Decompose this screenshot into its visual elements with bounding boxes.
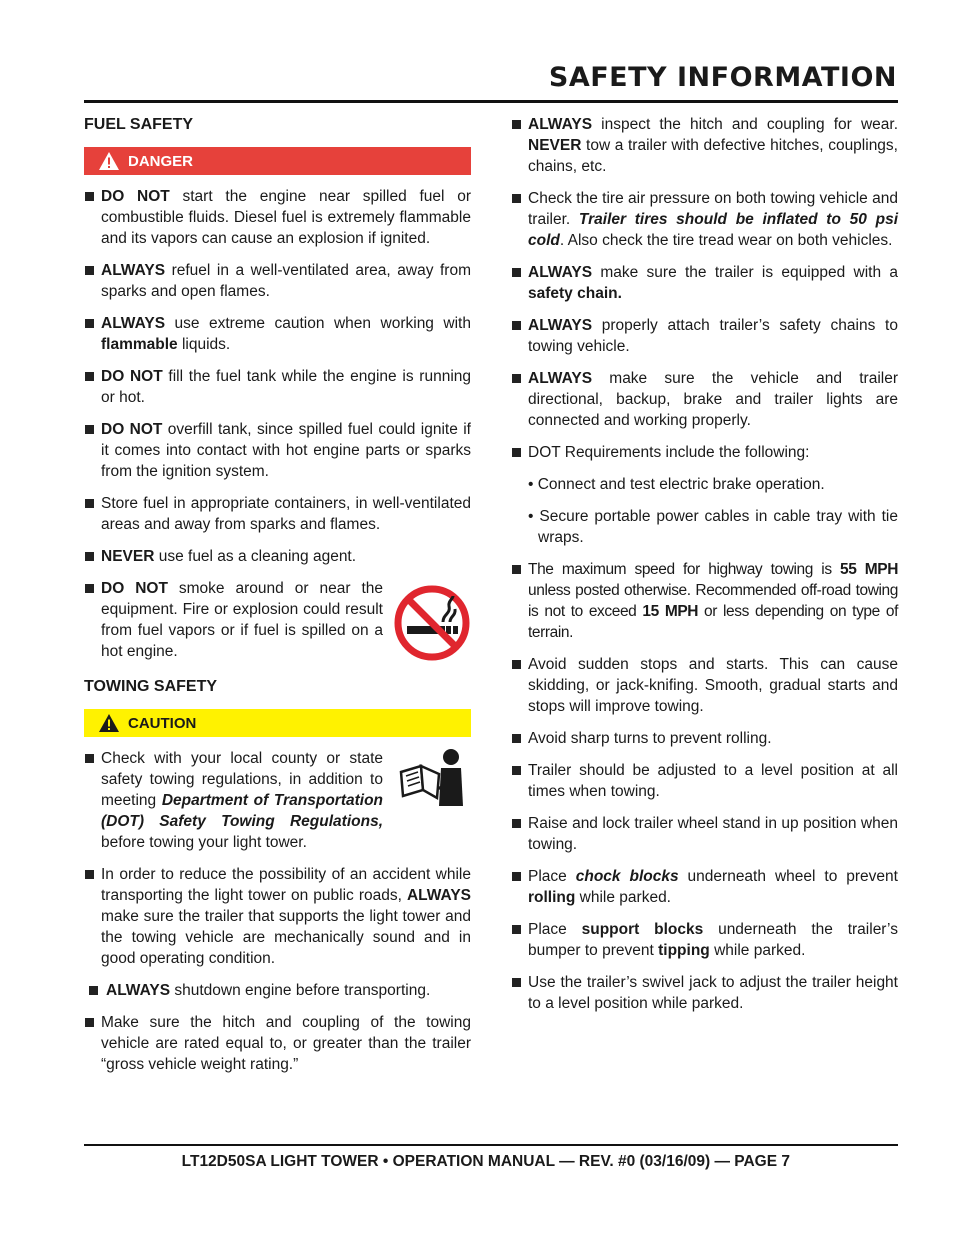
left-column — [84, 114, 471, 1086]
list-item: In order to reduce the possibility of an accident while transporting the light tower on public roads, ALWAYS make sure the trailer that supports the light tower and the towing vehicle are mechanically sound and in good operating condition. — [84, 864, 471, 969]
dot-subitem: • Connect and test electric brake operation. — [528, 476, 825, 493]
caution-banner — [84, 709, 471, 737]
list-item: Avoid sharp turns to prevent rolling. — [511, 728, 898, 749]
right-column — [511, 114, 898, 1025]
fuel-safety-heading: FUEL SAFETY — [84, 116, 194, 133]
towing-safety-heading: TOWING SAFETY — [84, 678, 218, 695]
list-item: DO NOT fill the fuel tank while the engine is running or hot. — [84, 366, 471, 408]
list-item: DO NOT smoke around or near the equipment. Fire or explosion could result from fuel vapors or if fuel is spilled on a hot engine. — [84, 578, 471, 662]
list-item: Make sure the hitch and coupling of the towing vehicle are rated equal to, or greater than the trailer “gross vehicle weight rating.” — [84, 1012, 471, 1075]
list-item: Raise and lock trailer wheel stand in up position when towing. — [511, 813, 898, 855]
warning-triangle-icon — [98, 151, 120, 171]
list-item: ALWAYS inspect the hitch and coupling for wear. NEVER tow a trailer with defective hitches, couplings, chains, etc. — [511, 114, 898, 177]
list-item: ALWAYS refuel in a well-ventilated area, away from sparks and open flames. — [84, 260, 471, 302]
list-item: Check the tire air pressure on both towing vehicle and trailer. Trailer tires should be inflated to 50 psi cold. Also check the tire tread wear on both vehicles. — [511, 188, 898, 251]
page-footer: LT12D50SA LIGHT TOWER • OPERATION MANUAL — REV. #0 (03/16/09) — PAGE 7 — [181, 1153, 790, 1170]
no-smoking-icon — [393, 584, 471, 662]
list-item: DOT Requirements include the following: — [511, 442, 898, 463]
list-item: Place chock blocks underneath wheel to prevent rolling while parked. — [511, 866, 898, 908]
list-item: The maximum speed for highway towing is 55 MPH unless posted otherwise. Recommended off-road towing is not to exceed 15 MPH or less depending on type of terrain. — [511, 559, 898, 643]
header-rule — [84, 100, 898, 103]
list-item: ALWAYS make sure the trailer is equipped with a safety chain. — [511, 262, 898, 304]
list-item: Place support blocks underneath the trailer’s bumper to prevent tipping while parked. — [511, 919, 898, 961]
warning-triangle-icon — [98, 713, 120, 733]
page-title: SAFETY INFORMATION — [548, 62, 897, 93]
list-item: Trailer should be adjusted to a level position at all times when towing. — [511, 760, 898, 802]
list-item: ALWAYS use extreme caution when working with flammable liquids. — [84, 313, 471, 355]
list-item: DO NOT start the engine near spilled fuel or combustible fluids. Diesel fuel is extremely flammable and its vapors can cause an explosion if ignited. — [84, 186, 471, 249]
list-item: NEVER use fuel as a cleaning agent. — [84, 546, 471, 567]
danger-label: DANGER — [128, 152, 194, 170]
list-item: Avoid sudden stops and starts. This can cause skidding, or jack-knifing. Smooth, gradual starts and stops will improve towing. — [511, 654, 898, 717]
list-item: ALWAYS make sure the vehicle and trailer directional, backup, brake and trailer lights are connected and working properly. — [511, 368, 898, 431]
danger-banner — [84, 147, 471, 175]
read-manual-icon — [393, 748, 471, 808]
footer-rule — [84, 1144, 898, 1146]
list-item: Store fuel in appropriate containers, in well-ventilated areas and away from sparks and flames. — [84, 493, 471, 535]
dot-subitem: • Secure portable power cables in cable tray with tie wraps. — [528, 508, 898, 546]
list-item: Check with your local county or state safety towing regulations, in addition to meeting Department of Transportation (DOT) Safety Towing Regulations, before towing your light tower. — [84, 748, 471, 853]
list-item: Use the trailer’s swivel jack to adjust the trailer height to a level position while parked. — [511, 972, 898, 1014]
list-item: ALWAYS properly attach trailer’s safety chains to towing vehicle. — [511, 315, 898, 357]
list-item: ALWAYS shutdown engine before transporting. — [84, 980, 471, 1001]
list-item: DO NOT overfill tank, since spilled fuel could ignite if it comes into contact with hot engine parts or sparks from the ignition system. — [84, 419, 471, 482]
caution-label: CAUTION — [128, 714, 197, 732]
